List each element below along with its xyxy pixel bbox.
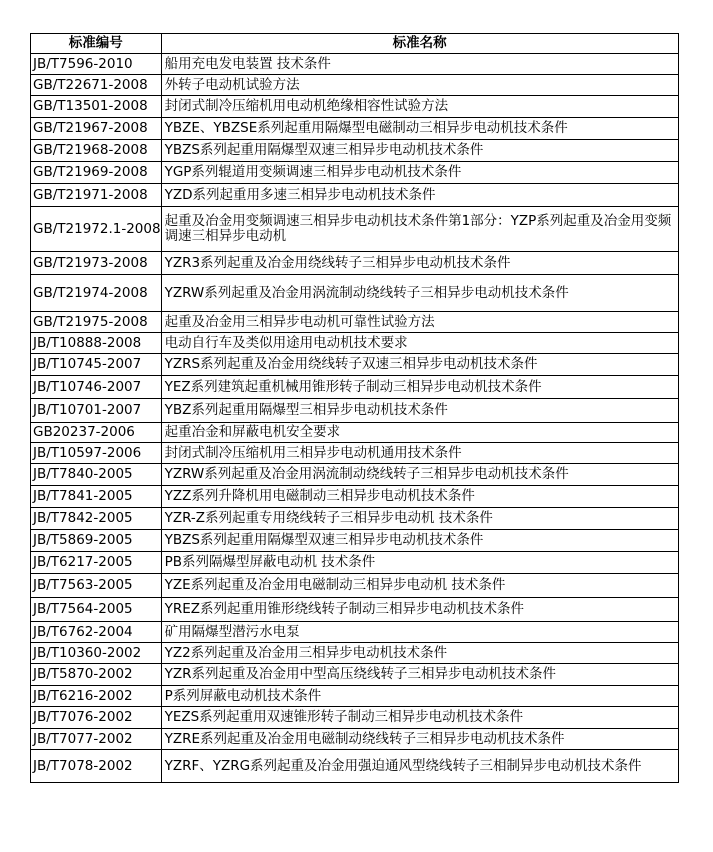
standard-name-cell: 矿用隔爆型潜污水电泵: [161, 622, 678, 643]
table-row: [31, 598, 679, 622]
standard-name-cell: 起重及冶金用三相异步电动机可靠性试验方法: [161, 312, 678, 333]
table-row: [31, 686, 679, 707]
standard-code-cell: JB/T10888-2008: [31, 333, 162, 354]
table-row: [31, 574, 679, 598]
table-row: [31, 207, 679, 252]
header-row: [31, 34, 679, 54]
standard-code-cell: GB/T21973-2008: [31, 252, 162, 275]
table-row: [31, 464, 679, 486]
standard-code-cell: JB/T5870-2002: [31, 664, 162, 686]
standard-name-cell: YGP系列辊道用变频调速三相异步电动机技术条件: [161, 162, 678, 184]
table-row: [31, 552, 679, 574]
table-row: [31, 664, 679, 686]
table-row: [31, 376, 679, 399]
standard-code-cell: JB/T7077-2002: [31, 729, 162, 750]
standard-name-cell: YZR-Z系列起重专用绕线转子三相异步电动机 技术条件: [161, 508, 678, 530]
standard-code-cell: JB/T7078-2002: [31, 750, 162, 783]
standard-code-cell: GB20237-2006: [31, 423, 162, 443]
standard-name-cell: 起重冶金和屏蔽电机安全要求: [161, 423, 678, 443]
standard-name-cell: YZRF、YZRG系列起重及冶金用强迫通风型绕线转子三相制异步电动机技术条件: [161, 750, 678, 783]
standard-name-cell: 外转子电动机试验方法: [161, 75, 678, 96]
standard-name-cell: YZD系列起重用多速三相异步电动机技术条件: [161, 184, 678, 207]
standard-code-cell: GB/T21975-2008: [31, 312, 162, 333]
standard-code-cell: JB/T10701-2007: [31, 399, 162, 423]
standards-table: [30, 33, 679, 783]
table-row: [31, 184, 679, 207]
standard-code-cell: JB/T6217-2005: [31, 552, 162, 574]
standard-name-cell: YZZ系列升降机用电磁制动三相异步电动机技术条件: [161, 486, 678, 508]
table-row: [31, 118, 679, 140]
standard-name-cell: YZRW系列起重及冶金用涡流制动绕线转子三相异步电动机技术条件: [161, 464, 678, 486]
standard-name-cell: PB系列隔爆型屏蔽电动机 技术条件: [161, 552, 678, 574]
table-row: [31, 399, 679, 423]
table-row: [31, 707, 679, 729]
table-row: [31, 96, 679, 118]
code-column-header: 标准编号: [31, 34, 162, 54]
standard-code-cell: GB/T21967-2008: [31, 118, 162, 140]
standard-name-cell: YZR系列起重及冶金用中型高压绕线转子三相异步电动机技术条件: [161, 664, 678, 686]
table-row: [31, 486, 679, 508]
standard-name-cell: YZR3系列起重及冶金用绕线转子三相异步电动机技术条件: [161, 252, 678, 275]
table-row: [31, 54, 679, 75]
table-row: [31, 443, 679, 464]
table-body: [31, 54, 679, 783]
standard-code-cell: JB/T7076-2002: [31, 707, 162, 729]
table-row: [31, 423, 679, 443]
table-row: [31, 333, 679, 354]
standard-code-cell: GB/T21971-2008: [31, 184, 162, 207]
table-row: [31, 354, 679, 376]
name-column-header: 标准名称: [161, 34, 678, 54]
table-row: [31, 162, 679, 184]
table-row: [31, 252, 679, 275]
standard-name-cell: 封闭式制冷压缩机用电动机绝缘相容性试验方法: [161, 96, 678, 118]
standard-name-cell: YZ2系列起重及冶金用三相异步电动机技术条件: [161, 643, 678, 664]
standard-name-cell: 封闭式制冷压缩机用三相异步电动机通用技术条件: [161, 443, 678, 464]
standard-code-cell: JB/T7842-2005: [31, 508, 162, 530]
table-row: [31, 530, 679, 552]
standard-code-cell: GB/T21969-2008: [31, 162, 162, 184]
standard-name-cell: YZRW系列起重及冶金用涡流制动绕线转子三相异步电动机技术条件: [161, 275, 678, 312]
standard-name-cell: YBZE、YBZSE系列起重用隔爆型电磁制动三相异步电动机技术条件: [161, 118, 678, 140]
table-row: [31, 275, 679, 312]
standard-name-cell: YBZ系列起重用隔爆型三相异步电动机技术条件: [161, 399, 678, 423]
standard-code-cell: JB/T6762-2004: [31, 622, 162, 643]
standard-code-cell: JB/T10745-2007: [31, 354, 162, 376]
standard-code-cell: GB/T13501-2008: [31, 96, 162, 118]
standard-name-cell: YZRS系列起重及冶金用绕线转子双速三相异步电动机技术条件: [161, 354, 678, 376]
standard-code-cell: JB/T6216-2002: [31, 686, 162, 707]
table-row: [31, 622, 679, 643]
table-row: [31, 643, 679, 664]
table-row: [31, 508, 679, 530]
standard-code-cell: JB/T7840-2005: [31, 464, 162, 486]
standard-code-cell: GB/T22671-2008: [31, 75, 162, 96]
standard-code-cell: JB/T5869-2005: [31, 530, 162, 552]
standard-code-cell: JB/T10597-2006: [31, 443, 162, 464]
standard-name-cell: YREZ系列起重用锥形绕线转子制动三相异步电动机技术条件: [161, 598, 678, 622]
standard-code-cell: JB/T7563-2005: [31, 574, 162, 598]
standard-name-cell: YEZS系列起重用双速锥形转子制动三相异步电动机技术条件: [161, 707, 678, 729]
table-row: [31, 140, 679, 162]
standard-name-cell: YZRE系列起重及冶金用电磁制动绕线转子三相异步电动机技术条件: [161, 729, 678, 750]
standard-name-cell: YBZS系列起重用隔爆型双速三相异步电动机技术条件: [161, 140, 678, 162]
table-row: [31, 750, 679, 783]
standard-code-cell: GB/T21968-2008: [31, 140, 162, 162]
standard-code-cell: JB/T7564-2005: [31, 598, 162, 622]
standard-name-cell: P系列屏蔽电动机技术条件: [161, 686, 678, 707]
standard-code-cell: GB/T21974-2008: [31, 275, 162, 312]
standard-name-cell: 电动自行车及类似用途用电动机技术要求: [161, 333, 678, 354]
standard-code-cell: JB/T7596-2010: [31, 54, 162, 75]
table-row: [31, 75, 679, 96]
standard-code-cell: JB/T7841-2005: [31, 486, 162, 508]
standard-code-cell: GB/T21972.1-2008: [31, 207, 162, 252]
standard-name-cell: YEZ系列建筑起重机械用锥形转子制动三相异步电动机技术条件: [161, 376, 678, 399]
standard-name-cell: 船用充电发电装置 技术条件: [161, 54, 678, 75]
standard-name-cell: YBZS系列起重用隔爆型双速三相异步电动机技术条件: [161, 530, 678, 552]
standard-name-cell: YZE系列起重及冶金用电磁制动三相异步电动机 技术条件: [161, 574, 678, 598]
standard-code-cell: JB/T10746-2007: [31, 376, 162, 399]
standard-code-cell: JB/T10360-2002: [31, 643, 162, 664]
standard-name-cell: 起重及冶金用变频调速三相异步电动机技术条件第1部分：YZP系列起重及冶金用变频调速三相异步电动机: [161, 207, 678, 252]
table-row: [31, 312, 679, 333]
table-row: [31, 729, 679, 750]
